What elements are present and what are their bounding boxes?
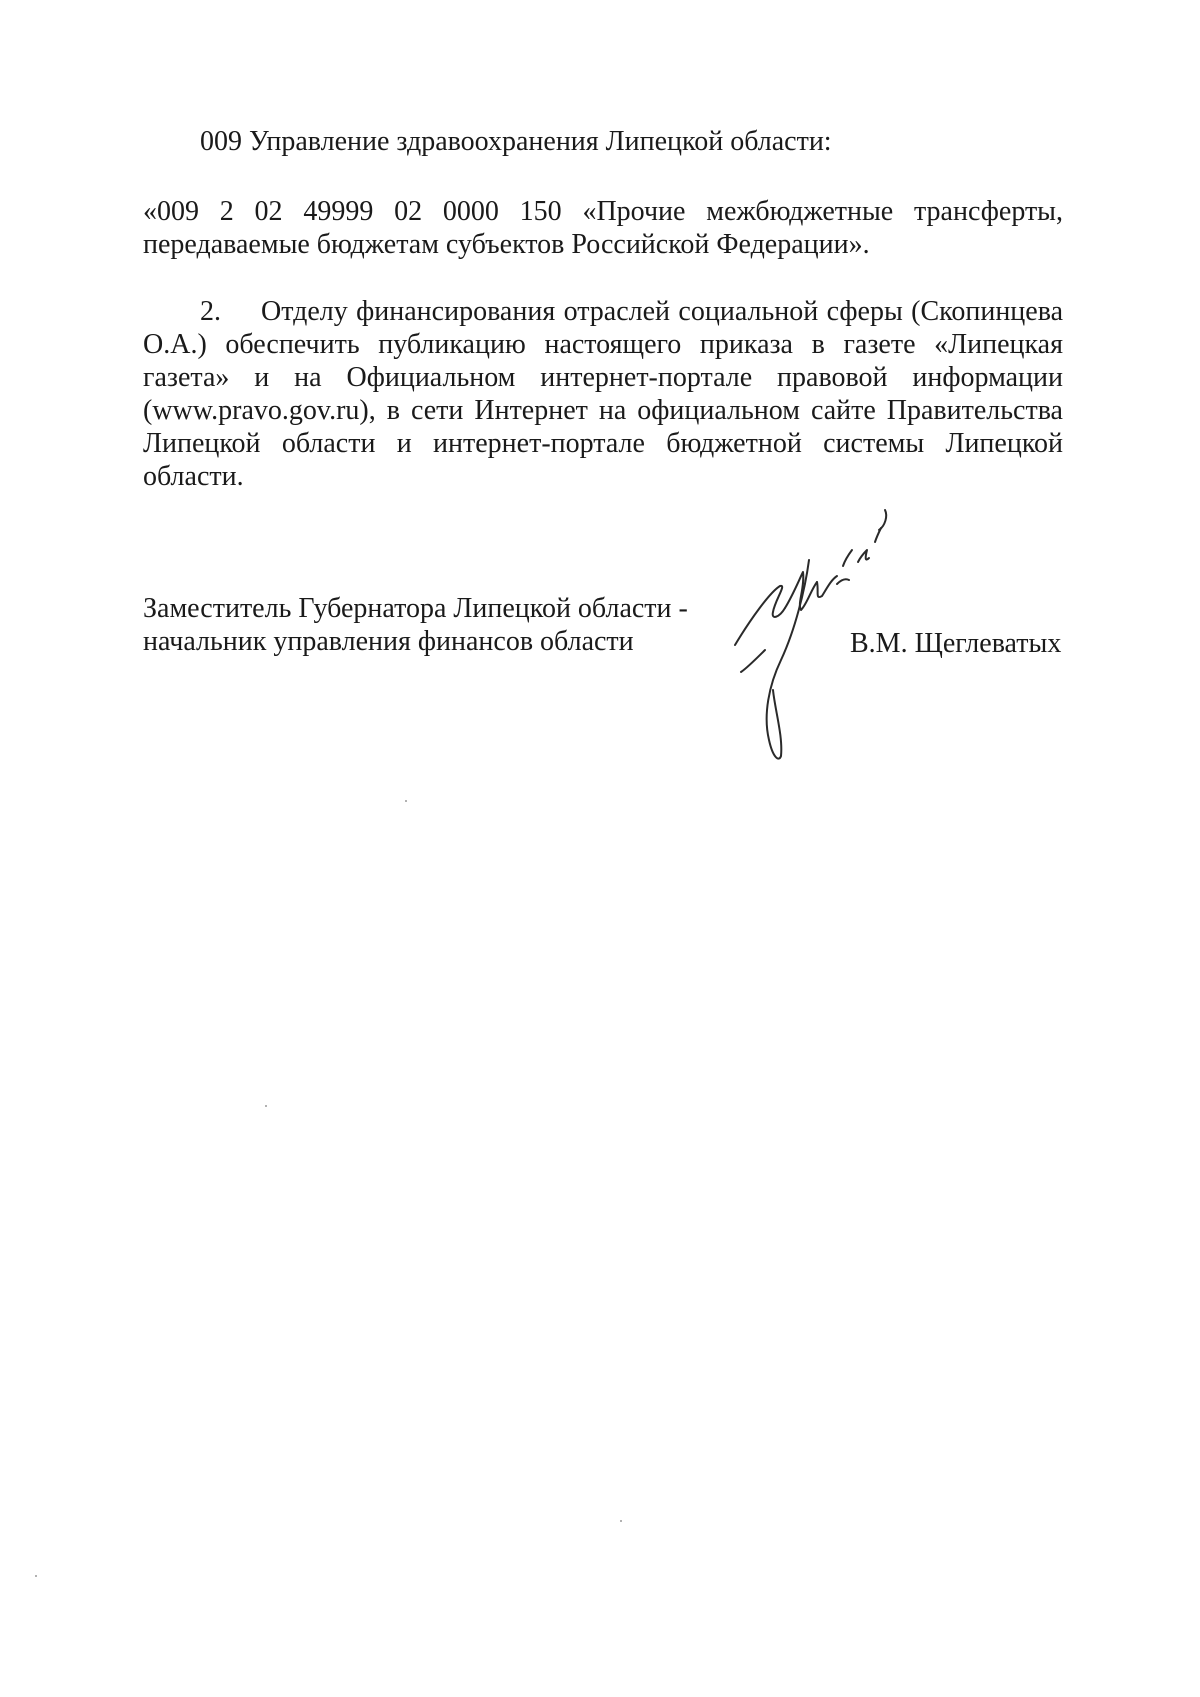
department-heading-text: 009 Управление здравоохранения Липецкой области: <box>200 126 832 157</box>
signatory-title <box>143 592 688 658</box>
order-item-paragraph <box>143 295 1063 493</box>
scan-speck <box>35 1575 37 1577</box>
order-item-text: Отделу финансирования отраслей социальной сферы (Скопинцева О.А.) обеспечить публикацию настоящего приказа в газете «Липецкая газета» и на Официальном интернет-портале правовой информации (www.pravo.gov.ru), в сети Интернет на официальном сайте Правительства Липецкой области и интернет-портале бюджетной системы Липецкой области. <box>143 296 1063 492</box>
budget-code-paragraph: «009 2 02 49999 02 0000 150 «Прочие межбюджетные трансферты, передаваемые бюджетам субъектов Российской Федерации». <box>143 196 1063 260</box>
signatory-name: В.М. Щеглеватых <box>850 628 1062 659</box>
signatory-title-line-2: начальник управления финансов области <box>143 626 634 657</box>
order-item-number: 2. <box>200 296 221 327</box>
department-heading <box>143 125 1063 158</box>
signatory-title-line-1: Заместитель Губернатора Липецкой области - <box>143 593 688 624</box>
scan-speck <box>620 1520 622 1522</box>
scan-speck <box>405 800 407 802</box>
scan-speck <box>265 1105 267 1107</box>
